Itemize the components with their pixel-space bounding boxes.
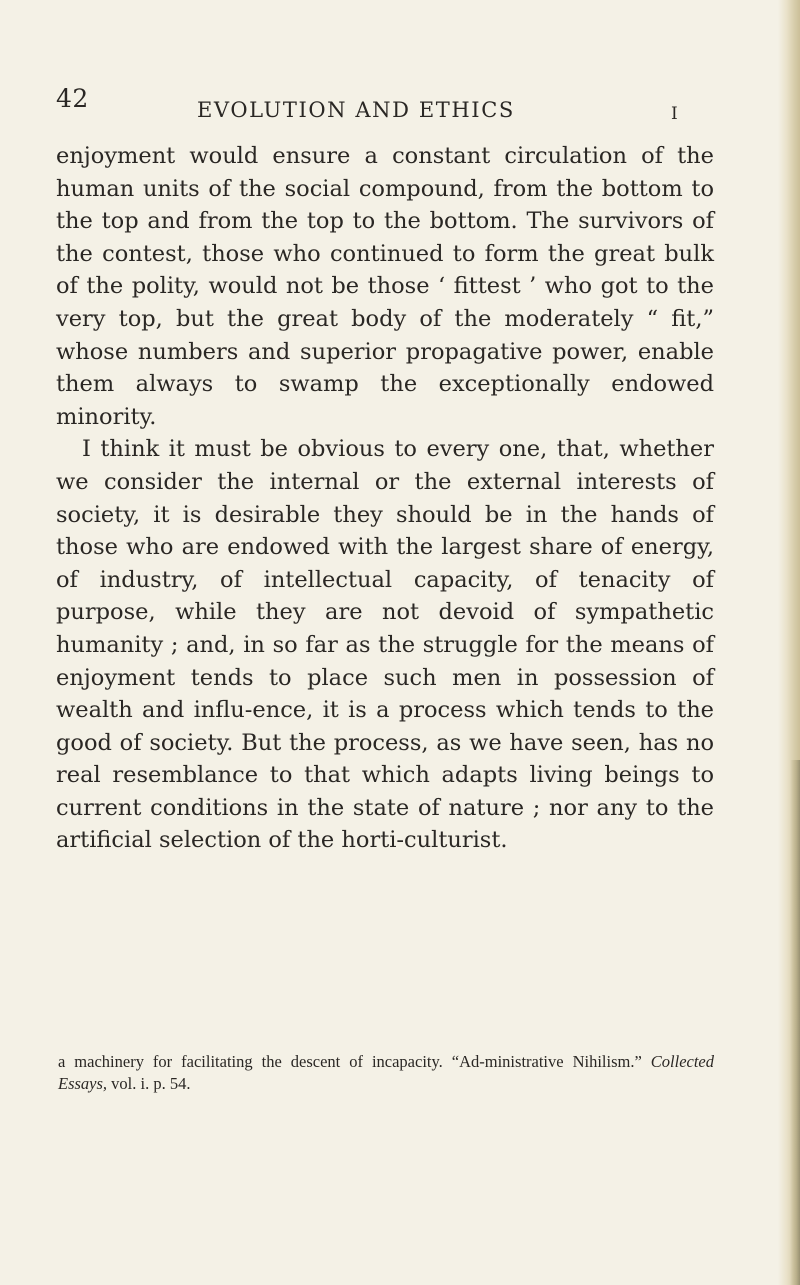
page-header <box>0 84 800 124</box>
footnote-text: a machinery for facilitating the descent of incapacity. “Ad-ministrative Nihilism.” <box>58 1052 642 1071</box>
footnote-citation-location: vol. i. p. 54. <box>111 1073 191 1093</box>
page-number: 42 <box>56 84 89 113</box>
running-head-title: EVOLUTION AND ETHICS <box>197 98 515 122</box>
page-edge-dark-strip <box>790 760 800 1285</box>
footnote <box>58 1051 714 1094</box>
footnote-citation-title: Collected Essays, <box>58 1052 715 1093</box>
paragraph-continued: enjoyment would ensure a constant circulation of the human units of the social compound, from the bottom to the top and from the top to the bottom. The survivors of the contest, those who continued to form the great bulk of the polity, would not be those ‘ fittest ’ who got to the very top, but the great body of the moderately “ fit,” whose numbers and superior propagative power, enable them always to swamp the exceptionally endowed minority. <box>56 143 714 430</box>
paragraph: I think it must be obvious to every one, that, whether we consider the internal or the external interests of society, it is desirable they should be in the hands of those who are endowed with the largest share of energy, of industry, of intellectual capacity, of tenacity of purpose, while they are not devoid of sympathetic humanity ; and, in so far as the struggle for the means of enjoyment tends to place such men in possession of wealth and influ-ence, it is a process which tends to the good of society. But the process, as we have seen, has no real resemblance to that which adapts living beings to current conditions in the state of nature ; nor any to the artificial selection of the horti-culturist. <box>56 436 714 854</box>
chapter-numeral: I <box>671 104 678 124</box>
main-text-block <box>56 140 714 857</box>
